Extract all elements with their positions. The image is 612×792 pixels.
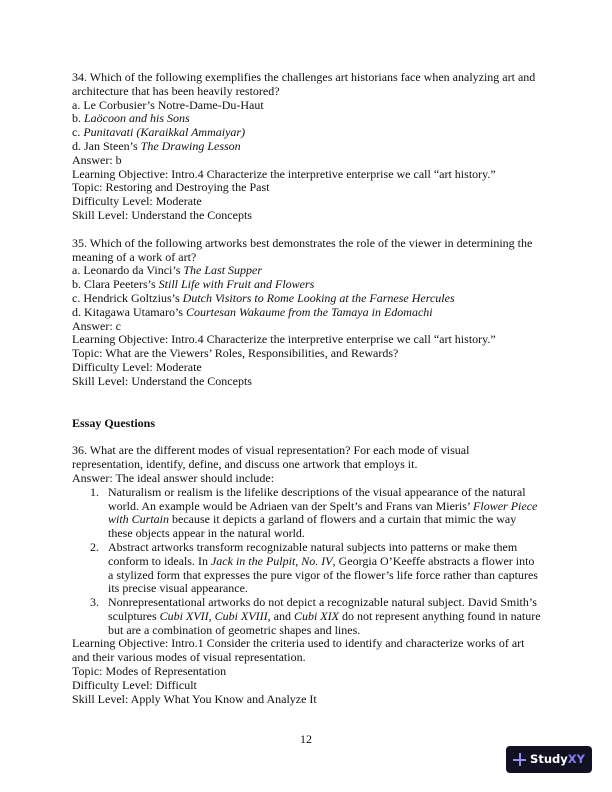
spacer xyxy=(72,430,542,444)
option-a: a. Le Corbusier’s Notre-Dame-Du-Haut xyxy=(72,97,264,112)
learning-objective: Learning Objective: Intro.4 Characterize the interpretive enterprise we call “art history.” xyxy=(72,332,496,347)
answer-item-2: 2. Abstract artworks transform recognizable natural subjects into patterns or make them conform to ideals. In Jack in the Pulpit, No. IV, Georgia O’Keeffe abstracts a flower into a stylized form that expresses the pure vigor of the flower’s life force rather than captures its precise visual appearance. xyxy=(90,539,538,596)
spacer xyxy=(72,389,542,417)
answer: Answer: b xyxy=(72,152,122,167)
option-c: c. Punitavati (Karaikkal Ammaiyar) xyxy=(72,125,246,140)
question-36 xyxy=(72,444,542,706)
item-number: 2. xyxy=(90,539,99,554)
badge-label: StudyXY xyxy=(530,751,585,766)
skill-level: Skill Level: Understand the Concepts xyxy=(72,207,252,222)
option-d: d. Kitagawa Utamaro’s Courtesan Wakaume from the Tamaya in Edomachi xyxy=(72,304,433,319)
difficulty-level: Difficulty Level: Moderate xyxy=(72,194,202,209)
difficulty-level: Difficulty Level: Moderate xyxy=(72,359,202,374)
question-stem: 35. Which of the following artworks best demonstrates the role of the viewer in determining the xyxy=(72,235,533,250)
document-page xyxy=(72,71,542,706)
answer-list xyxy=(72,486,542,638)
learning-objective: Learning Objective: Intro.4 Characterize the interpretive enterprise we call “art history.” xyxy=(72,166,496,181)
question-34 xyxy=(72,71,542,223)
question-stem: 34. Which of the following exemplifies the challenges art historians face when analyzing art and xyxy=(72,70,536,84)
item-number: 3. xyxy=(90,595,99,610)
topic: Topic: What are the Viewers’ Roles, Responsibilities, and Rewards? xyxy=(72,346,399,361)
option-d: d. Jan Steen’s The Drawing Lesson xyxy=(72,138,241,153)
option-c: c. Hendrick Goltzius’s Dutch Visitors to Rome Looking at the Farnese Hercules xyxy=(72,290,455,305)
difficulty-level: Difficulty Level: Difficult xyxy=(72,677,197,692)
skill-level: Skill Level: Apply What You Know and Analyze It xyxy=(72,691,317,706)
topic: Topic: Restoring and Destroying the Past xyxy=(72,180,270,195)
question-stem: architecture that has been heavily restored? xyxy=(72,83,280,98)
skill-level: Skill Level: Understand the Concepts xyxy=(72,373,252,388)
answer-item-1: 1. Naturalism or realism is the lifelike descriptions of the visual appearance of the natural world. An example would be Adriaen van der Spelt’s and Frans van Mieris’ Flower Piece with Curtain because it depicts a garland of flowers and a curtain that mimic the way these objects appear in the natural world. xyxy=(90,484,538,541)
section-heading-essay: Essay Questions xyxy=(72,415,156,430)
option-a: a. Leonardo da Vinci’s The Last Supper xyxy=(72,263,263,278)
option-b: b. Clara Peeters’s Still Life with Fruit and Flowers xyxy=(72,277,315,292)
answer-intro: Answer: The ideal answer should include: xyxy=(72,470,275,485)
topic: Topic: Modes of Representation xyxy=(72,664,227,679)
question-35 xyxy=(72,237,542,389)
question-stem: 36. What are the different modes of visual representation? For each mode of visual xyxy=(72,443,470,458)
answer: Answer: c xyxy=(72,318,121,333)
answer-item-3: 3. Nonrepresentational artworks do not depict a recognizable natural subject. David Smith’s sculptures Cubi XVII, Cubi XVIII, and Cubi XIX do not represent anything found in nature but are a combination of geometric shapes and lines. xyxy=(90,595,541,637)
spacer xyxy=(72,223,542,237)
item-number: 1. xyxy=(90,484,99,499)
plus-icon xyxy=(513,753,526,766)
question-stem: representation, identify, define, and discuss one artwork that employs it. xyxy=(72,457,418,472)
option-b: b. Laöcoon and his Sons xyxy=(72,111,190,126)
page-number: 12 xyxy=(300,732,312,746)
studyxy-badge[interactable] xyxy=(506,746,592,773)
learning-objective: Learning Objective: Intro.1 Consider the criteria used to identify and characterize works of art and their various modes of visual representation. xyxy=(72,636,525,665)
question-stem: meaning of a work of art? xyxy=(72,249,197,264)
